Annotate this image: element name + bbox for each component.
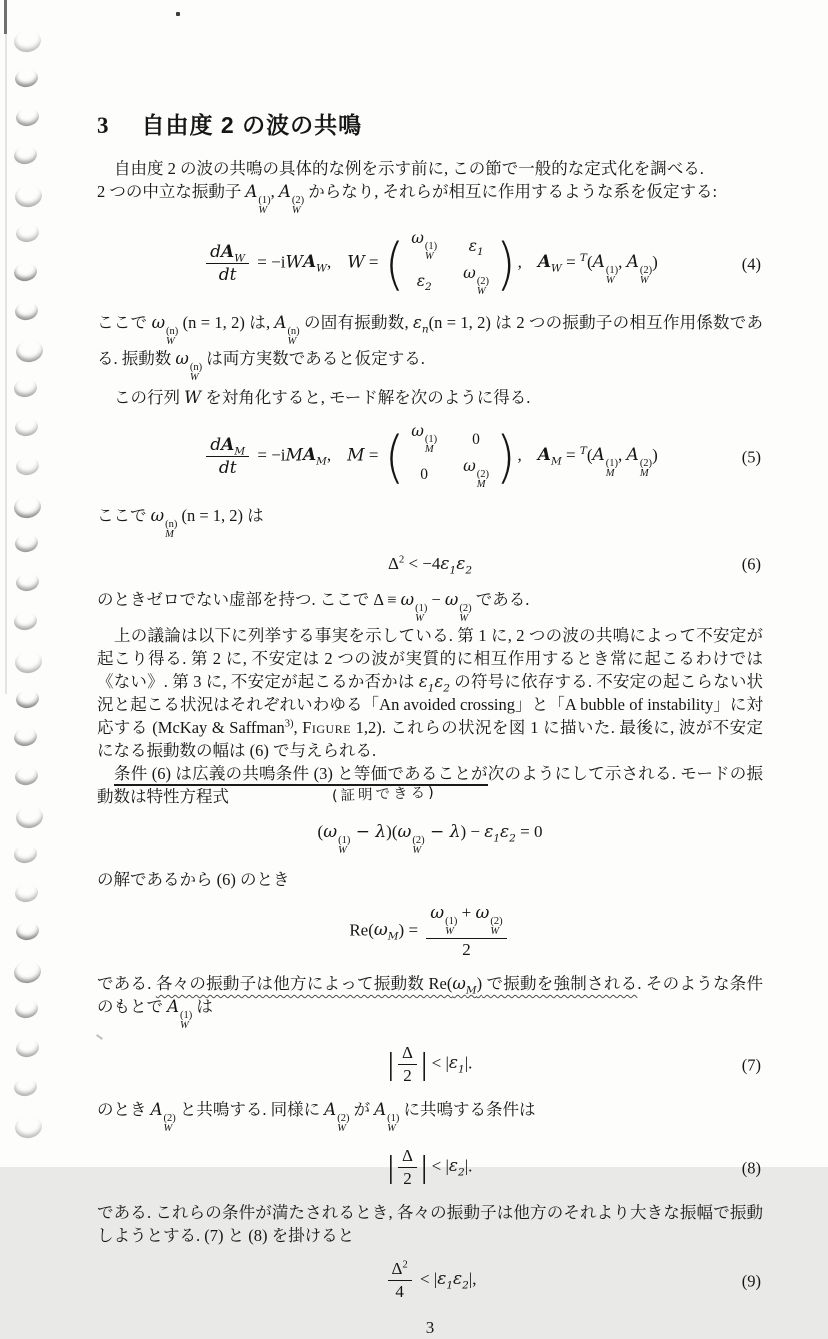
math-AW2: A (2) W: [278, 182, 305, 216]
scan-edge-mark: [4, 0, 7, 34]
equation-number-9: (9): [741, 1271, 761, 1290]
matrix-M: ( ω (1) M 0 0 ω (2) M ): [384, 422, 516, 490]
binding-hole: [14, 338, 44, 364]
equation-6: $\Delta^2 < -4\varepsilon_1\varepsilon_2$ (6): [388, 554, 761, 577]
binding-hole: [12, 28, 42, 54]
binding-hole: [14, 765, 40, 787]
paragraph-diagonalize: この行列 W を対角化すると, モード解を次のように得る.: [114, 388, 531, 407]
binding-hole: [15, 1037, 41, 1059]
math-AW1: A (1) W: [245, 182, 271, 216]
binding-hole: [15, 571, 41, 593]
hand-wavy-underline: 各々の振動子は他方によって振動数 $Re(\omega_M)$ で振動を強制される: [155, 974, 638, 997]
handwritten-note: (証明できる): [331, 784, 438, 805]
paragraph-facts: 上の議論は以下に列挙する事実を示している. 第 1 に, 2 つの波の共鳴によって不安定が起こり得る. 第 2 に, 不安定は 2 つの波が実質的に相互作用するとき常に起こるわけでは《ない》. 第 3 に, 不安定が起こるか否かは $\varepsilon_1\varepsilon_2$ の符号に依存する. 不安定の起こらない状況と起こる状況はそれぞれいわゆる「An avoided crossing」と「A bubble of instability」に対応する (McKay & Saffman$^{3)}$, Figure 1,2). これらの状況を図 1 に描いた. 最後に, 波が不安定になる振動数の幅は (6) で与えられる.: [97, 626, 764, 760]
equation-7: | $\frac{\Delta}{2}$ | < $|\varepsilon_1|$. (7): [387, 1043, 761, 1085]
section-number: 3: [97, 113, 110, 138]
equation-number-5: (5): [741, 447, 761, 466]
binding-hole: [14, 804, 44, 830]
binding-hole: [13, 843, 39, 865]
paragraph-forcing: である. 各々の振動子は他方によって振動数 $Re(\omega_M)$ で振動を強制される. そのような条件のもとで A (1) W は: [97, 974, 764, 1031]
paragraph-resonance-condition: のとき A (2) W と共鳴する. 同様に A (2) W が A (1) W に共鳴する条件は: [97, 1100, 536, 1134]
binding-hole: [12, 959, 42, 985]
binding-holes: [0, 0, 60, 1167]
vector-AW: $A_W$: [221, 242, 246, 265]
binding-hole: [13, 183, 43, 209]
vector-AM: $A_M$: [221, 435, 246, 458]
paragraph-imaginary-part: のときゼロでない虚部を持つ. ここで Δ ≡ ω (1) W − ω (2) W である.: [97, 590, 530, 624]
binding-hole: [12, 493, 42, 519]
equation-5: $\frac{dA_M}{dt}$ = −iMA$_M$, M = ( ω (1) M 0 0 ω (2) M ) , $A_M = ^T(A$ (1) M , A (2) M ) (5): [97, 421, 763, 492]
binding-hole: [14, 416, 40, 438]
equation-number-4: (4): [741, 254, 761, 273]
math-eps-n: $\varepsilon_n$: [412, 313, 429, 336]
binding-hole: [13, 1114, 43, 1140]
binding-hole: [13, 377, 39, 399]
matrix-W: ( ω (1) W $\varepsilon_1$ $\varepsilon_2$ ω (2) W ): [384, 229, 516, 297]
equation-9: $\frac{\Delta^2}{4}$ < $|\varepsilon_1\varepsilon_2|$, (9): [97, 1259, 763, 1302]
math-omega-Wn: ω (n) W: [151, 313, 179, 347]
binding-hole: [13, 1076, 39, 1098]
derivative-fraction-M: $\frac{dA_M}{dt}$: [206, 435, 249, 478]
binding-hole: [15, 455, 41, 477]
binding-hole: [15, 688, 41, 710]
paragraph-solution: の解であるから (6) のとき: [97, 870, 290, 889]
scan-edge-line: [5, 34, 7, 694]
document-content: [97, 110, 763, 1339]
paragraph-mode-freq: ここで ω (n) M (n = 1, 2) は: [97, 506, 264, 540]
figure-reference: Figure: [302, 718, 352, 737]
math-AWn: A (n) W: [274, 313, 300, 347]
binding-hole: [13, 610, 39, 632]
section-title: 自由度 2 の波の共鳴: [141, 112, 363, 138]
equation-number-6: (6): [741, 554, 761, 574]
hand-underline: 条件 (6) は広義の共鳴条件 (3) と等価であることが: [114, 764, 488, 786]
re-omega-equation: $Re(\omega_M)$ = ω (1) W + ω (2) W 2: [97, 903, 763, 960]
binding-hole: [15, 921, 41, 943]
equation-4: $\frac{dA_W}{dt}$ = −iWA$_W$, W = ( ω (1) W $\varepsilon_1$ $\varepsilon_2$ ω (2) W ) , $A_W = ^T(A$ (1) W , A (2) W ) (4): [97, 228, 763, 299]
binding-hole: [14, 882, 40, 904]
binding-hole: [14, 533, 40, 555]
binding-hole: [15, 222, 41, 244]
binding-hole: [13, 261, 39, 283]
binding-hole: [13, 727, 39, 749]
scan-speck: [176, 12, 180, 16]
paragraph-frequencies: ここで ω (n) W (n = 1, 2) は, A (n) W の固有振動数, $\varepsilon_n(n = 1$, 2) は 2 つの振動子の相互作用係数である. 振動数 ω (n) W は両方実数であると仮定する.: [97, 313, 764, 383]
equation-number-7: (7): [741, 1055, 761, 1074]
binding-hole: [14, 998, 40, 1020]
binding-hole: [14, 300, 40, 322]
binding-hole: [14, 67, 40, 89]
equation-number-8: (8): [741, 1158, 761, 1177]
binding-hole: [13, 145, 39, 167]
math-omega-Mn: ω (n) M: [150, 506, 178, 540]
paragraph-system-setup: 2 つの中立な振動子 A (1) W , A (2) W からなり, それらが相互に作用するような系を仮定する:: [97, 182, 718, 216]
paragraph-intro: 自由度 2 の波の共鳴の具体的な例を示す前に, この節で一般的な定式化を調べる.: [114, 159, 704, 178]
reference-superscript: 3): [284, 718, 294, 730]
equation-8: | $\frac{\Delta}{2}$ | < $|\varepsilon_2|$. (8): [387, 1146, 761, 1188]
binding-hole: [15, 106, 41, 128]
derivative-fraction: $\frac{dA_W}{dt}$: [206, 242, 249, 285]
paragraph-equivalence: 条件 (6) は広義の共鳴条件 (3) と等価であることが次のようにして示される. モードの振動数は特性方程式 (証明できる): [97, 762, 763, 808]
paragraph-amplitude: である. これらの条件が満たされるとき, 各々の振動子は他方のそれより大きな振幅で振動しようとする. (7) と (8) を掛けると: [97, 1203, 764, 1245]
characteristic-equation: (ω (1) W − λ)(ω (2) W − $\lambda) - \varepsilon_1\varepsilon_2 = 0$: [317, 822, 543, 856]
section-heading: [97, 110, 763, 141]
transpose-presuperscript: T: [579, 251, 587, 264]
page-number: 3: [425, 1318, 435, 1337]
binding-hole: [13, 649, 43, 675]
